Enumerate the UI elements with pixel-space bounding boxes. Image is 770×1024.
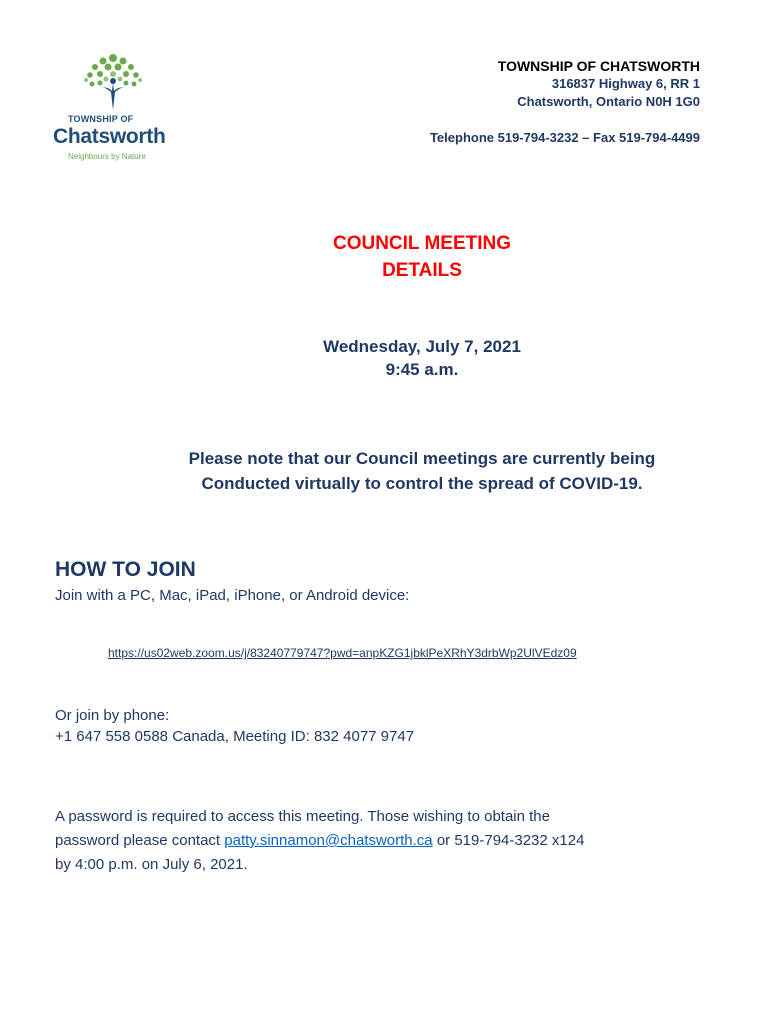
password-text-2: password please contact <box>55 832 225 849</box>
password-text-1: A password is required to access this meeting. Those wishing to obtain the <box>55 808 550 825</box>
meeting-time: 9:45 a.m. <box>385 360 459 379</box>
address-line-1: 316837 Highway 6, RR 1 <box>551 76 700 91</box>
org-name: TOWNSHIP OF CHATSWORTH <box>497 58 700 74</box>
phone-join <box>55 705 414 747</box>
phone-intro: Or join by phone: <box>55 707 170 724</box>
zoom-meeting-link[interactable]: https://us02web.zoom.us/j/83240779747?pwd=anpKZG1jbklPeXRhY3drbWp2UlVEdz09 <box>108 646 577 660</box>
notice-line-1: Please note that our Council meetings are currently being <box>188 449 656 468</box>
telephone-fax: Telephone 519-794-3232 – Fax 519-794-4499 <box>429 130 700 145</box>
logo-township-of: TOWNSHIP OF <box>68 114 134 124</box>
logo-tagline: Neighbours by Nature <box>68 152 146 161</box>
how-to-join-heading: HOW TO JOIN <box>55 558 196 581</box>
letterhead <box>430 57 700 147</box>
title-line-2: DETAILS <box>382 260 462 281</box>
password-text-3: or 519-794-3232 x124 <box>432 832 585 849</box>
covid-notice <box>0 446 770 496</box>
address-line-2: Chatsworth, Ontario N0H 1G0 <box>517 94 700 109</box>
tree-logo-icon <box>78 52 148 114</box>
title-line-1: COUNCIL MEETING <box>332 233 512 254</box>
notice-line-2: Conducted virtually to control the spread of COVID-19. <box>201 474 643 493</box>
phone-number-meeting-id: +1 647 558 0588 Canada, Meeting ID: 832 4077 9747 <box>55 728 415 745</box>
meeting-date: Wednesday, July 7, 2021 <box>323 337 521 356</box>
meeting-datetime <box>0 335 770 381</box>
password-deadline: by 4:00 p.m. on July 6, 2021. <box>55 856 248 873</box>
logo-name: Chatsworth <box>53 125 166 148</box>
township-logo <box>50 52 180 167</box>
password-paragraph <box>55 805 715 877</box>
page-title <box>0 230 770 284</box>
join-devices-text: Join with a PC, Mac, iPad, iPhone, or Android device: <box>55 587 410 604</box>
contact-email-link[interactable]: patty.sinnamon@chatsworth.ca <box>224 832 433 849</box>
